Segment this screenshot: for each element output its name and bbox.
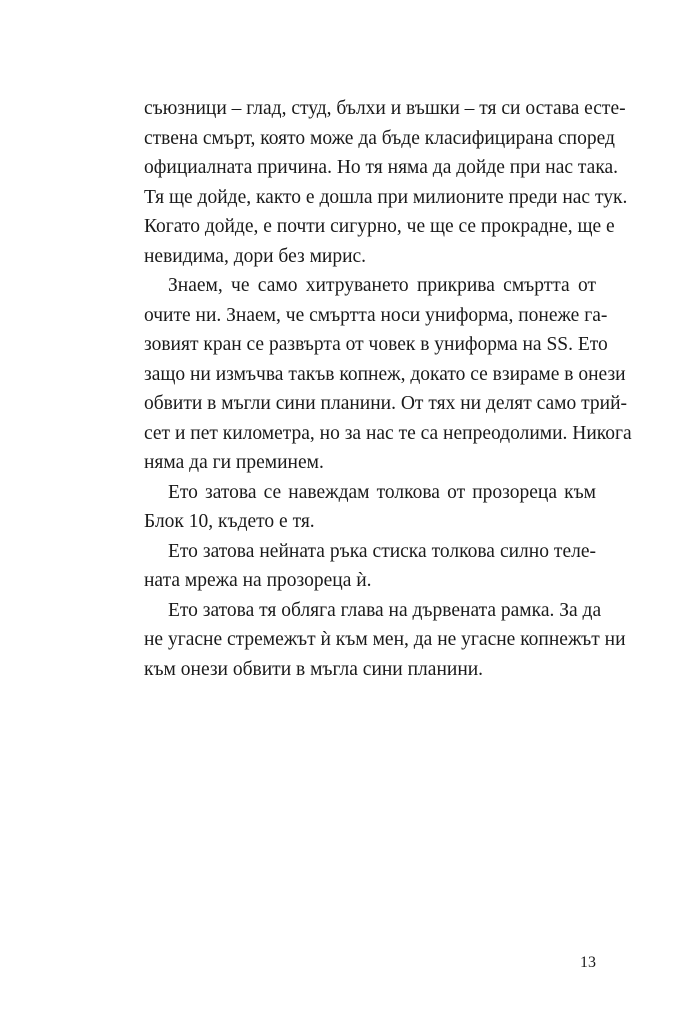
- paragraph-1: [144, 94, 628, 271]
- text-line: официалната причина. Но тя няма да дойде при нас така.: [144, 157, 619, 178]
- text-line: невидима, дори без мирис.: [144, 245, 367, 267]
- text-line: ната мрежа на прозореца ѝ.: [144, 570, 372, 591]
- text-line: Когато дойде, е почти сигурно, че ще се прокрадне, ще е: [144, 216, 615, 237]
- text-line: не угасне стремежът ѝ към мен, да не угасне копнежът ни: [144, 629, 626, 650]
- text-line: Ето затова нейната ръка стиска толкова силно теле-: [168, 540, 596, 562]
- page-number: 13: [580, 954, 596, 971]
- text-line: Ето затова тя обляга глава на дървената рамка. За да: [168, 599, 602, 621]
- body-text: [144, 94, 632, 684]
- paragraph-5: [144, 596, 626, 685]
- text-line: Блок 10, където е тя.: [144, 511, 315, 532]
- text-line: Тя ще дойде, както е дошла при милионите преди нас тук.: [144, 186, 628, 208]
- text-line: очите ни. Знаем, че смъртта носи униформа, понеже га-: [144, 304, 608, 326]
- text-line: Знаем, че само хитруването прикрива смъртта от: [168, 275, 596, 296]
- text-line: защо ни измъчва такъв копнеж, докато се взираме в онези: [144, 363, 626, 385]
- text-line: съюзници – глад, студ, бълхи и въшки – тя си остава есте-: [144, 98, 626, 119]
- text-line: ствена смърт, която може да бъде класифицирана според: [144, 127, 615, 149]
- text-line: Ето затова се навеждам толкова от прозореца към: [168, 481, 596, 503]
- paragraph-3: [144, 478, 596, 537]
- text-line: няма да ги преминем.: [144, 452, 324, 473]
- paragraph-2: [144, 271, 632, 478]
- text-line: към онези обвити в мъгла сини планини.: [144, 658, 484, 680]
- paragraph-4: [144, 537, 596, 596]
- text-line: обвити в мъгли сини планини. От тях ни делят само трий-: [144, 393, 627, 414]
- text-line: сет и пет километра, но за нас те са непреодолими. Никога: [144, 422, 632, 444]
- text-line: зовият кран се развърта от човек в униформа на SS. Ето: [144, 334, 608, 355]
